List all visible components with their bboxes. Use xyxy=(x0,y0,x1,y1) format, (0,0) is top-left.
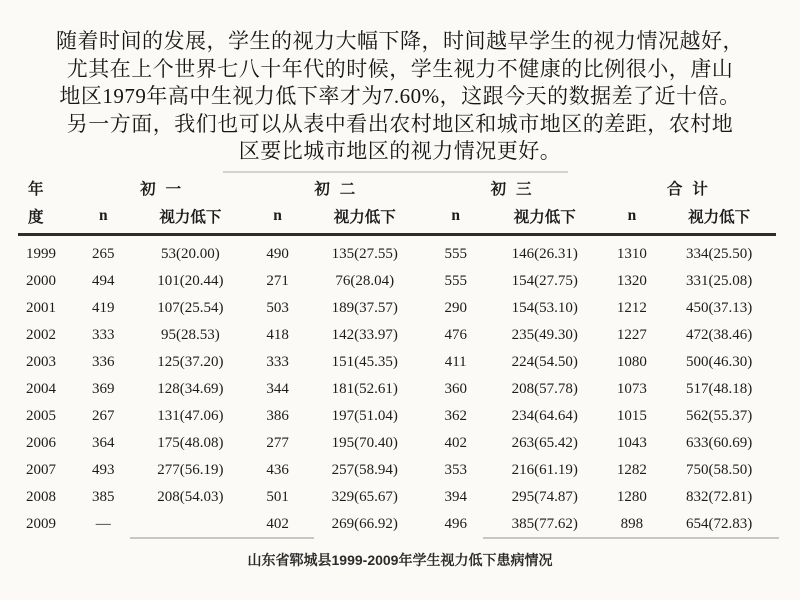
data-cell: 1043 xyxy=(616,435,647,451)
data-cell: 385 xyxy=(92,489,115,505)
data-cell: 503 xyxy=(266,300,289,316)
table-row xyxy=(18,295,776,322)
intro-paragraph-line: 另一方面，我们也可以从表中看出农村地区和城市地区的差距，农村地 xyxy=(66,111,734,136)
year-cell: 2003 xyxy=(26,354,56,370)
data-cell: 369 xyxy=(92,381,115,397)
data-cell: 476 xyxy=(444,327,467,343)
data-cell: 189(37.57) xyxy=(331,300,398,316)
col-header-year-line1: 年 xyxy=(28,181,47,198)
table-row xyxy=(18,457,776,484)
data-cell: 131(47.06) xyxy=(157,408,224,424)
data-cell: 267 xyxy=(92,408,115,424)
data-cell: 277 xyxy=(266,435,289,451)
table-top-rule xyxy=(223,171,568,173)
data-cell: 151(45.35) xyxy=(331,354,398,370)
data-cell: 360 xyxy=(444,381,467,397)
data-cell: 154(27.75) xyxy=(511,273,578,289)
data-cell: 333 xyxy=(92,327,115,343)
table-row xyxy=(18,322,776,349)
data-cell: 277(56.19) xyxy=(157,462,224,478)
data-cell: 501 xyxy=(266,489,289,505)
data-cell: 107(25.54) xyxy=(157,300,224,316)
data-cell: 562(55.37) xyxy=(685,408,753,424)
data-cell: 364 xyxy=(92,435,115,451)
data-cell: 197(51.04) xyxy=(331,408,398,424)
data-cell: 208(54.03) xyxy=(157,489,224,505)
data-cell: 490 xyxy=(266,246,289,262)
data-cell: 1227 xyxy=(616,327,647,343)
data-cell: 295(74.87) xyxy=(511,489,578,505)
year-cell: 2008 xyxy=(26,489,56,505)
col-subheader-low-vision: 视力低下 xyxy=(306,202,423,235)
data-cell: 234(64.64) xyxy=(511,408,578,424)
col-subheader-low-vision: 视力低下 xyxy=(132,202,249,235)
data-cell: 329(65.67) xyxy=(331,489,398,505)
col-subheader-n: n xyxy=(249,202,306,235)
data-cell: 353 xyxy=(444,462,467,478)
data-cell: 1310 xyxy=(616,246,647,262)
col-group-header-grade3: 初 三 xyxy=(490,181,535,198)
data-cell: 181(52.61) xyxy=(331,381,398,397)
data-cell: 517(48.18) xyxy=(685,381,753,397)
data-cell: 394 xyxy=(444,489,467,505)
data-cell: 1073 xyxy=(616,381,647,397)
data-cell: 1080 xyxy=(616,354,647,370)
data-cell: 271 xyxy=(266,273,289,289)
table-row xyxy=(18,268,776,295)
vision-table xyxy=(18,174,776,538)
col-subheader-n: n xyxy=(75,202,132,235)
data-cell: 411 xyxy=(444,354,467,370)
table-caption: 山东省郓城县1999-2009年学生视力低下患病情况 xyxy=(247,552,553,568)
data-cell: 333 xyxy=(266,354,289,370)
data-cell: 235(49.30) xyxy=(511,327,578,343)
data-cell: 500(46.30) xyxy=(685,354,753,370)
data-cell: 128(34.69) xyxy=(157,381,224,397)
data-cell: — xyxy=(95,516,111,532)
year-cell: 2001 xyxy=(26,300,56,316)
data-cell: 208(57.78) xyxy=(511,381,578,397)
data-cell: 1015 xyxy=(616,408,647,424)
data-cell: 216(61.19) xyxy=(511,462,578,478)
table-bottom-rule-segment xyxy=(483,537,779,539)
data-cell: 419 xyxy=(92,300,115,316)
data-cell xyxy=(132,511,249,538)
data-cell: 494 xyxy=(92,273,115,289)
data-cell: 263(65.42) xyxy=(511,435,578,451)
data-cell: 493 xyxy=(92,462,115,478)
table-row xyxy=(18,376,776,403)
data-cell: 402 xyxy=(444,435,467,451)
data-cell: 146(26.31) xyxy=(511,246,578,262)
data-cell: 265 xyxy=(92,246,115,262)
data-cell: 386 xyxy=(266,408,289,424)
table-row xyxy=(18,349,776,376)
table-row xyxy=(18,403,776,430)
col-header-year-line2: 度 xyxy=(18,202,75,235)
col-subheader-low-vision: 视力低下 xyxy=(488,202,602,235)
col-group-header-grade2: 初 二 xyxy=(314,181,359,198)
data-cell: 1320 xyxy=(616,273,647,289)
data-cell: 224(54.50) xyxy=(511,354,578,370)
data-cell: 436 xyxy=(266,462,289,478)
data-cell: 154(53.10) xyxy=(511,300,578,316)
data-cell: 53(20.00) xyxy=(161,246,220,262)
year-cell: 2004 xyxy=(26,381,56,397)
data-cell: 633(60.69) xyxy=(685,435,753,451)
year-cell: 2009 xyxy=(26,516,56,532)
data-cell: 334(25.50) xyxy=(685,246,753,262)
table-row xyxy=(18,511,776,538)
data-cell: 257(58.94) xyxy=(331,462,398,478)
col-subheader-n: n xyxy=(424,202,488,235)
data-cell: 898 xyxy=(620,516,644,532)
data-cell: 269(66.92) xyxy=(331,516,398,532)
col-group-header-total: 合 计 xyxy=(666,181,711,198)
data-cell: 1282 xyxy=(616,462,647,478)
data-cell: 1280 xyxy=(616,489,647,505)
table-row xyxy=(18,235,776,269)
data-cell: 402 xyxy=(266,516,289,532)
data-cell: 95(28.53) xyxy=(161,327,220,343)
data-cell: 175(48.08) xyxy=(157,435,224,451)
data-cell: 832(72.81) xyxy=(685,489,753,505)
data-cell: 555 xyxy=(444,246,467,262)
data-cell: 125(37.20) xyxy=(157,354,224,370)
table-subheader-row xyxy=(18,202,776,235)
data-cell: 385(77.62) xyxy=(511,516,578,532)
data-cell: 76(28.04) xyxy=(335,273,395,289)
intro-paragraph xyxy=(30,28,770,166)
vision-data-table xyxy=(18,174,776,538)
data-cell: 654(72.83) xyxy=(685,516,753,532)
col-subheader-n: n xyxy=(602,202,663,235)
intro-paragraph-line: 随着时间的发展，学生的视力大幅下降，时间越早学生的视力情况越好， xyxy=(56,29,744,53)
table-row xyxy=(18,484,776,511)
data-cell: 135(27.55) xyxy=(331,246,398,262)
intro-paragraph-line: 区要比城市地区的视力情况更好。 xyxy=(238,139,562,163)
data-cell: 418 xyxy=(266,327,289,343)
data-cell: 750(58.50) xyxy=(685,462,753,478)
col-subheader-low-vision: 视力低下 xyxy=(662,202,776,235)
data-cell: 362 xyxy=(444,408,467,424)
table-group-header-row xyxy=(18,174,776,202)
data-cell: 555 xyxy=(444,273,467,289)
data-cell: 496 xyxy=(444,516,467,532)
table-body xyxy=(18,235,776,539)
data-cell: 290 xyxy=(444,300,467,316)
data-cell: 450(37.13) xyxy=(685,300,753,316)
year-cell: 2002 xyxy=(26,327,56,343)
intro-paragraph-line: 尤其在上个世界七八十年代的时候，学生视力不健康的比例很小，唐山 xyxy=(66,56,734,81)
data-cell: 336 xyxy=(92,354,115,370)
year-cell: 2006 xyxy=(26,435,56,451)
year-cell: 1999 xyxy=(26,246,56,262)
year-cell: 2000 xyxy=(26,273,56,289)
data-cell: 101(20.44) xyxy=(157,273,224,289)
data-cell: 142(33.97) xyxy=(331,327,398,343)
year-cell: 2005 xyxy=(26,408,56,424)
data-cell: 1212 xyxy=(616,300,647,316)
data-cell: 344 xyxy=(266,381,289,397)
data-cell: 472(38.46) xyxy=(685,327,753,343)
intro-paragraph-line: 地区1979年高中生视力低下率才为7.60%，这跟今天的数据差了近十倍。 xyxy=(59,84,741,108)
table-row xyxy=(18,430,776,457)
table-bottom-rule-segment xyxy=(276,537,314,539)
data-cell: 331(25.08) xyxy=(685,273,753,289)
year-cell: 2007 xyxy=(26,462,56,478)
col-group-header-grade1: 初 一 xyxy=(140,181,184,198)
table-bottom-rule-segment xyxy=(130,537,280,539)
data-cell: 195(70.40) xyxy=(331,435,398,451)
